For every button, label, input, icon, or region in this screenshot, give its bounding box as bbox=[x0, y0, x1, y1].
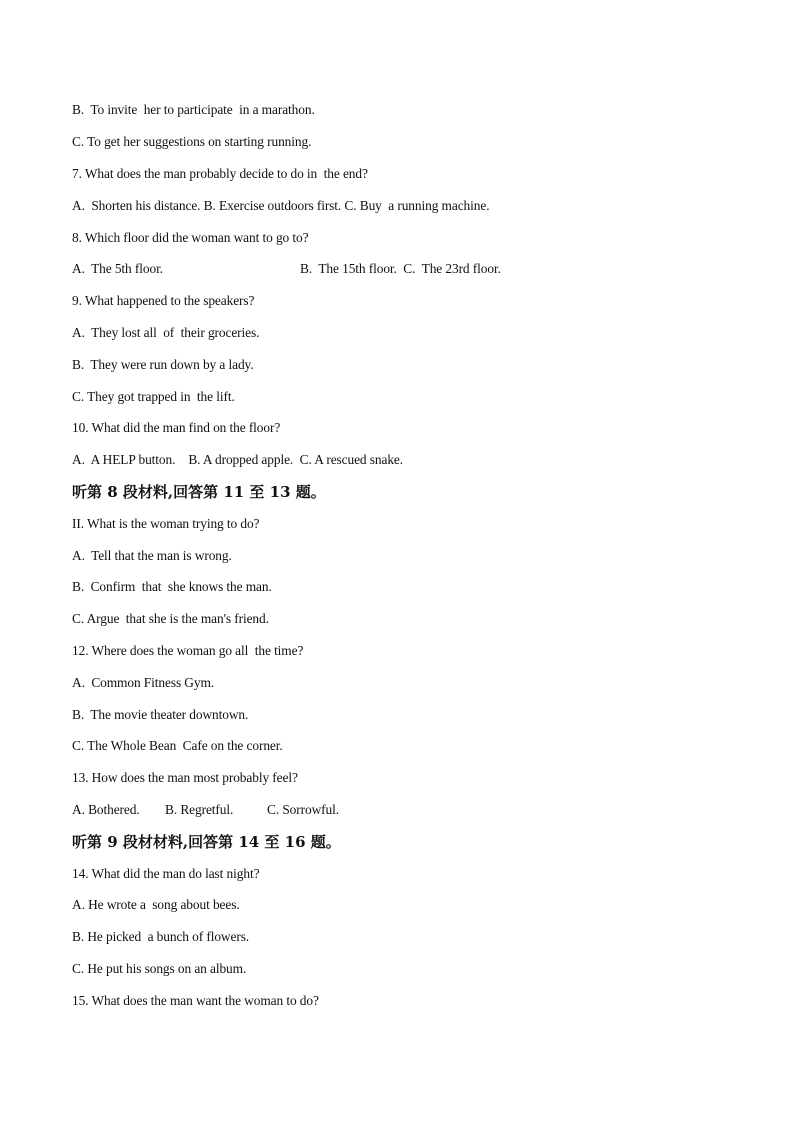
options-q7: A. Shorten his distance. B. Exercise outdoors first. C. Buy a running machine. bbox=[72, 198, 490, 213]
option-c-q14: C. He put his songs on an album. bbox=[72, 961, 247, 976]
option-a-q11: A. Tell that the man is wrong. bbox=[72, 548, 232, 563]
option-c-q11: C. Argue that she is the man's friend. bbox=[72, 611, 269, 626]
question-13: 13. How does the man most probably feel? bbox=[72, 770, 298, 785]
options-q13 bbox=[72, 802, 772, 818]
option-c-q9: C. They got trapped in the lift. bbox=[72, 389, 235, 404]
question-12: 12. Where does the woman go all the time? bbox=[72, 643, 304, 658]
option-b-q13: B. Regretful. bbox=[165, 802, 234, 817]
option-a-q14: A. He wrote a song about bees. bbox=[72, 897, 240, 912]
option-a-q12: A. Common Fitness Gym. bbox=[72, 675, 215, 690]
question-14: 14. What did the man do last night? bbox=[72, 866, 260, 881]
option-c-q12: C. The Whole Bean Cafe on the corner. bbox=[72, 738, 283, 753]
question-7: 7. What does the man probably decide to do in the end? bbox=[72, 166, 368, 181]
options-q10: A. A HELP button. B. A dropped apple. C. A rescued snake. bbox=[72, 452, 404, 467]
question-9: 9. What happened to the speakers? bbox=[72, 293, 255, 308]
section-heading-passage-9: 听第 9 段材材料,回答第 14 至 16 题。 bbox=[72, 833, 341, 851]
option-b-q6: B. To invite her to participate in a marathon. bbox=[72, 102, 315, 117]
option-b-q9: B. They were run down by a lady. bbox=[72, 357, 254, 372]
option-a-q8: A. The 5th floor. bbox=[72, 261, 163, 276]
option-b-q14: B. He picked a bunch of flowers. bbox=[72, 929, 250, 944]
section-heading-passage-8: 听第 8 段材料,回答第 11 至 13 题。 bbox=[72, 483, 326, 501]
options-q8 bbox=[72, 261, 772, 277]
question-8: 8. Which floor did the woman want to go to? bbox=[72, 230, 309, 245]
option-c-q6: C. To get her suggestions on starting running. bbox=[72, 134, 312, 149]
option-b-q11: B. Confirm that she knows the man. bbox=[72, 579, 272, 594]
question-15: 15. What does the man want the woman to do? bbox=[72, 993, 319, 1008]
option-b-q12: B. The movie theater downtown. bbox=[72, 707, 249, 722]
option-bc-q8: B. The 15th floor. C. The 23rd floor. bbox=[300, 261, 501, 276]
option-a-q13: A. Bothered. bbox=[72, 802, 140, 817]
option-a-q9: A. They lost all of their groceries. bbox=[72, 325, 260, 340]
question-11: II. What is the woman trying to do? bbox=[72, 516, 260, 531]
option-c-q13: C. Sorrowful. bbox=[267, 802, 339, 817]
question-10: 10. What did the man find on the floor? bbox=[72, 420, 281, 435]
